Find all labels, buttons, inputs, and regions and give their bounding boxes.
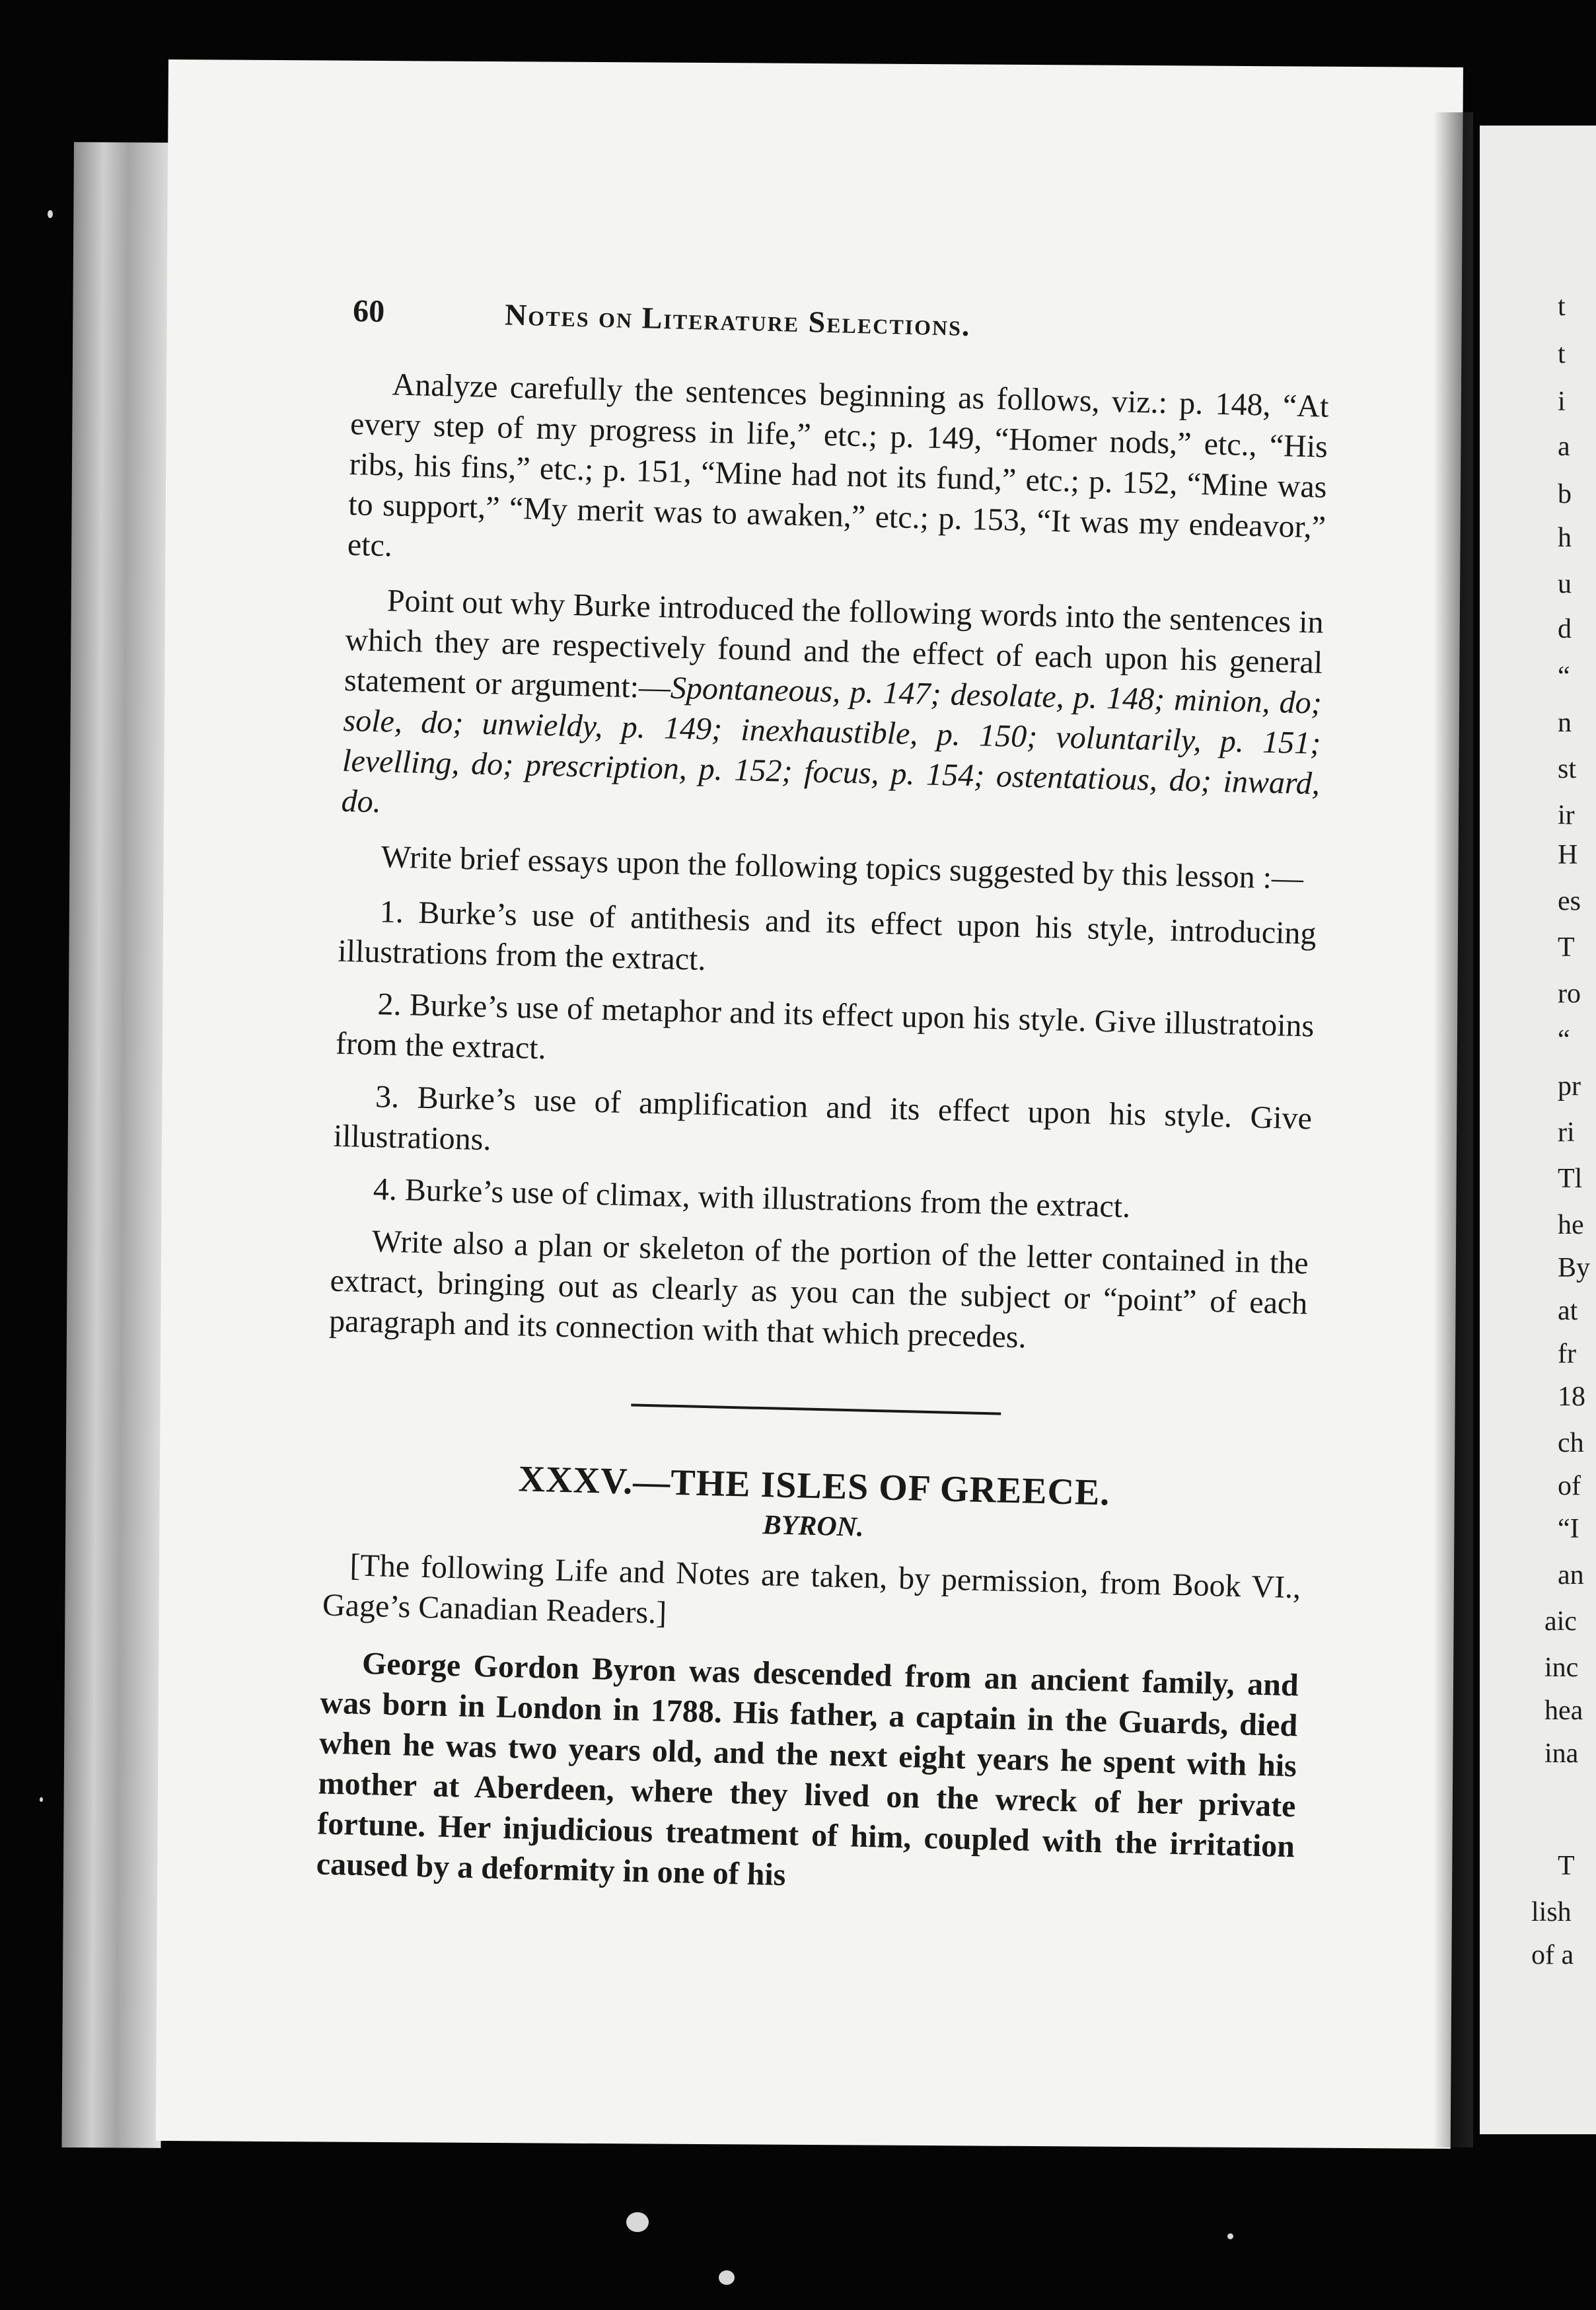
- essays-intro: Write brief essays upon the following topics suggested by this lesson :—: [381, 839, 1304, 897]
- facing-page-fragment: d: [1558, 614, 1572, 644]
- gutter-shadow: [1433, 112, 1473, 2147]
- dust-speck: [626, 2212, 649, 2232]
- dust-speck: [48, 210, 53, 218]
- facing-page-fragment: hea: [1544, 1695, 1583, 1726]
- facing-page-fragment: ri: [1558, 1117, 1575, 1148]
- facing-page-fragment: ch: [1558, 1428, 1584, 1458]
- facing-page-fragment: of a: [1531, 1940, 1574, 1970]
- facing-page-fragment: st: [1558, 754, 1577, 784]
- facing-page-fragment: T: [1558, 932, 1575, 963]
- facing-page-fragment: ina: [1544, 1738, 1579, 1769]
- facing-page-fragment: aic: [1544, 1606, 1577, 1637]
- facing-page-fragment: H: [1558, 840, 1578, 870]
- facing-page-fragment: a: [1558, 431, 1570, 462]
- facing-page-fragment: u: [1558, 569, 1572, 599]
- point-out-paragraph: [341, 579, 1324, 844]
- dust-speck: [40, 1797, 43, 1802]
- facing-page-fragment: at: [1558, 1296, 1578, 1326]
- section-divider: [631, 1403, 1001, 1415]
- facing-page-fragment: h: [1558, 523, 1572, 553]
- essay-topic: 1. Burke’s use of antithesis and its effect upon his style, introducing illustrations from the extract.: [337, 894, 1317, 977]
- plan-paragraph: Write also a plan or skeleton of the portion of the letter contained in the extract, bringing out as clearly as you can the subject or “point” of each paragraph and its connection with that which precedes.: [328, 1224, 1309, 1355]
- facing-page-fragment: t: [1558, 291, 1566, 322]
- facing-page-fragment: ir: [1558, 800, 1575, 831]
- section-source-note: [The following Life and Notes are taken, by permission, from Book VI., Gage’s Canadian Readers.]: [322, 1547, 1301, 1631]
- facing-page-fragment: inc: [1544, 1653, 1579, 1683]
- point-out-intro: Point out why Burke introduced the following words into the sentences in which they are respectively found and the effect of each upon his general statement or argument:—: [344, 583, 1324, 706]
- biography-paragraph: George Gordon Byron was descended from an ancient family, and was born in London in 1788. His father, a captain in the Guards, died when he was two years old, and the next eight years he spent with his mother at Aberdeen, where they lived on the wreck of her private fortune. Her injudicious treatment of him, coupled with the irritation caused by a deformity in one of his: [316, 1645, 1299, 1893]
- facing-page-fragment: T: [1558, 1851, 1575, 1881]
- facing-page-fragment: “I: [1558, 1514, 1579, 1544]
- facing-page-fragment: of: [1558, 1471, 1581, 1501]
- facing-page-fragment: “: [1558, 661, 1570, 692]
- essay-topic-list: [332, 891, 1317, 1232]
- dust-speck: [719, 2270, 735, 2285]
- facing-page-fragment: t: [1558, 339, 1566, 369]
- facing-page-fragment: ro: [1558, 979, 1581, 1009]
- facing-page-fragment: fr: [1558, 1339, 1576, 1369]
- dust-speck: [1227, 2233, 1233, 2239]
- point-out-word-list: Spontaneous, p. 147; desolate, p. 148; minion, do; sole, do; unwieldy, p. 149; inexhaustible, p. 150; voluntarily, p. 151; levelling, do; prescription, p. 152; focus, p. 154; ostentatious, do; inward, do.: [341, 670, 1323, 820]
- facing-page-fragment: Tl: [1558, 1164, 1583, 1194]
- page-content: [316, 291, 1331, 1921]
- book-page-edge: [61, 142, 173, 2148]
- facing-page-fragment: b: [1558, 479, 1572, 509]
- facing-page-fragment: i: [1558, 387, 1566, 417]
- facing-page-fragment: 18: [1558, 1382, 1585, 1412]
- facing-page-fragment: By: [1558, 1253, 1591, 1283]
- section-author: BYRON.: [762, 1510, 865, 1543]
- facing-page-fragment: n: [1558, 708, 1572, 738]
- essay-topic: 2. Burke’s use of metaphor and its effect upon his style. Give illustratoins from the extract.: [335, 987, 1315, 1066]
- section-title: XXXV.—THE ISLES OF GREECE.: [518, 1458, 1111, 1514]
- facing-page-fragment: he: [1558, 1210, 1584, 1240]
- facing-page-fragment: es: [1558, 886, 1581, 916]
- page-number: 60: [352, 293, 385, 330]
- essay-topic: 4. Burke’s use of climax, with illustrations from the extract.: [373, 1172, 1131, 1225]
- facing-page-fragment: an: [1558, 1560, 1584, 1590]
- facing-page: [1480, 126, 1596, 2134]
- facing-page-fragment: lish: [1531, 1897, 1572, 1927]
- running-head: Notes on Literature Selections.: [504, 297, 972, 343]
- facing-page-fragment: pr: [1558, 1071, 1581, 1101]
- analyze-paragraph: Analyze carefully the sentences beginning as follows, viz.: p. 148, “At every step of my progress in life,” etc.; p. 149, “Homer nods,” etc., “His ribs, his fins,” etc.; p. 151, “Mine had not its fund,” etc.; p. 152, “Mine was to support,” “My merit was to awaken,” etc.; p. 153, “It was my endeavor,” etc.: [347, 367, 1329, 564]
- facing-page-fragment: “: [1558, 1025, 1570, 1055]
- essay-topic: 3. Burke’s use of amplification and its effect upon his style. Give illustrations.: [333, 1079, 1313, 1158]
